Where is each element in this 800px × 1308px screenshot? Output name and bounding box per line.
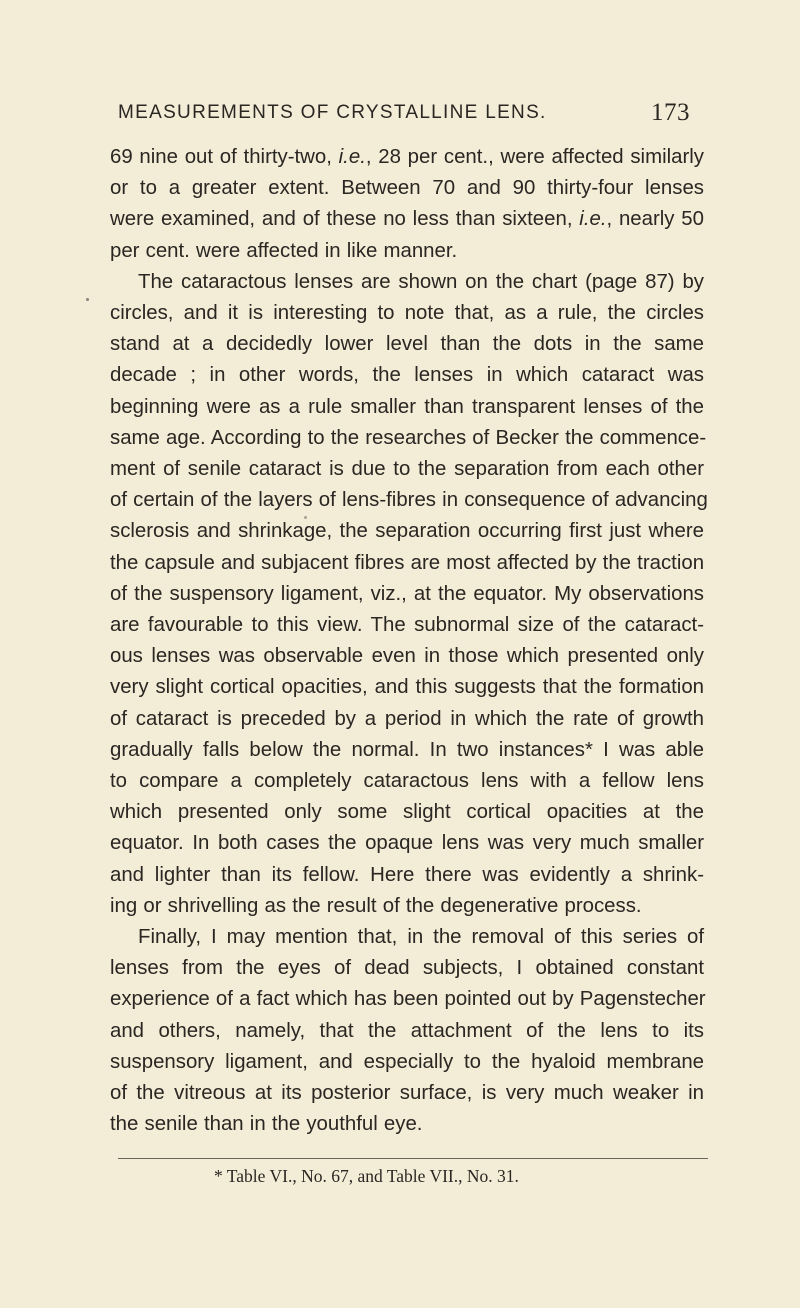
text-line: of the vitreous at its posterior surface, is very much weaker in	[110, 1082, 704, 1105]
paragraph-2	[110, 267, 708, 922]
text-line: are favourable to this view. The subnormal size of the cataract-	[110, 614, 704, 637]
text-line: the capsule and subjacent fibres are most affected by the traction	[110, 551, 705, 574]
text-line: gradually falls below the normal. In two instances* I was able	[110, 738, 704, 761]
text-line: equator. In both cases the opaque lens was very much smaller	[110, 832, 704, 855]
italic-abbreviation: i.e.	[579, 208, 607, 231]
text-line: of cataract is preceded by a period in which the rate of growth	[110, 707, 704, 730]
text-line: lenses from the eyes of dead subjects, I obtained constant	[110, 957, 704, 980]
text-line: per cent. were affected in like manner.	[110, 239, 458, 262]
page-number: 173	[651, 99, 690, 126]
text-line: of certain of the layers of lens-fibres in consequence of advancing	[110, 489, 708, 512]
italic-abbreviation: i.e.	[338, 146, 366, 168]
text-line: of the suspensory ligament, viz., at the equator. My observations	[110, 582, 704, 605]
text-line: ment of senile cataract is due to the separation from each other	[110, 458, 704, 481]
running-head	[0, 99, 800, 142]
footnote: * Table VI., No. 67, and Table VII., No. 31.	[214, 1166, 519, 1186]
paragraph-1	[110, 142, 704, 267]
text-line: stand at a decidedly lower level than the dots in the same	[110, 333, 704, 356]
text-line: circles, and it is interesting to note that, as a rule, the circles	[110, 302, 704, 325]
text-line: the senile than in the youthful eye.	[110, 1113, 423, 1136]
text-line: very slight cortical opacities, and this suggests that the formation	[110, 676, 704, 699]
text-line: suspensory ligament, and especially to the hyaloid membrane	[110, 1050, 704, 1073]
text-line: or to a greater extent. Between 70 and 90 thirty-four lenses	[110, 177, 704, 200]
text-line: and others, namely, that the attachment of the lens to its	[110, 1019, 704, 1042]
text-line: 69 nine out of thirty-two, i.e., 28 per cent., were affected similarly	[110, 146, 704, 168]
text-line: to compare a completely cataractous lens with a fellow lens	[110, 770, 704, 793]
text-line: were examined, and of these no less than sixteen, i.e., nearly 50	[110, 208, 704, 231]
body-text	[110, 142, 708, 1141]
text-line: sclerosis and shrinkage, the separation occurring first just where	[110, 520, 704, 543]
margin-mark	[86, 298, 89, 301]
text-line: experience of a fact which has been pointed out by Pagenstecher	[110, 988, 706, 1011]
text-line: beginning were as a rule smaller than transparent lenses of the	[110, 395, 704, 418]
footnote-rule	[118, 1158, 708, 1159]
running-head-title: MEASUREMENTS OF CRYSTALLINE LENS.	[118, 102, 547, 123]
text-line: ing or shrivelling as the result of the degenerative process.	[110, 894, 642, 917]
text-line: decade ; in other words, the lenses in which cataract was	[110, 364, 704, 387]
paragraph-3	[110, 922, 704, 1140]
text-line: Finally, I may mention that, in the removal of this series of	[138, 926, 704, 949]
text-line: and lighter than its fellow. Here there was evidently a shrink-	[110, 863, 704, 886]
text-line: The cataractous lenses are shown on the chart (page 87) by	[138, 270, 704, 293]
text-line: ous lenses was observable even in those which presented only	[110, 645, 704, 668]
text-line: same age. According to the researches of Becker the commence-	[110, 426, 707, 449]
text-line: which presented only some slight cortical opacities at the	[110, 801, 704, 824]
